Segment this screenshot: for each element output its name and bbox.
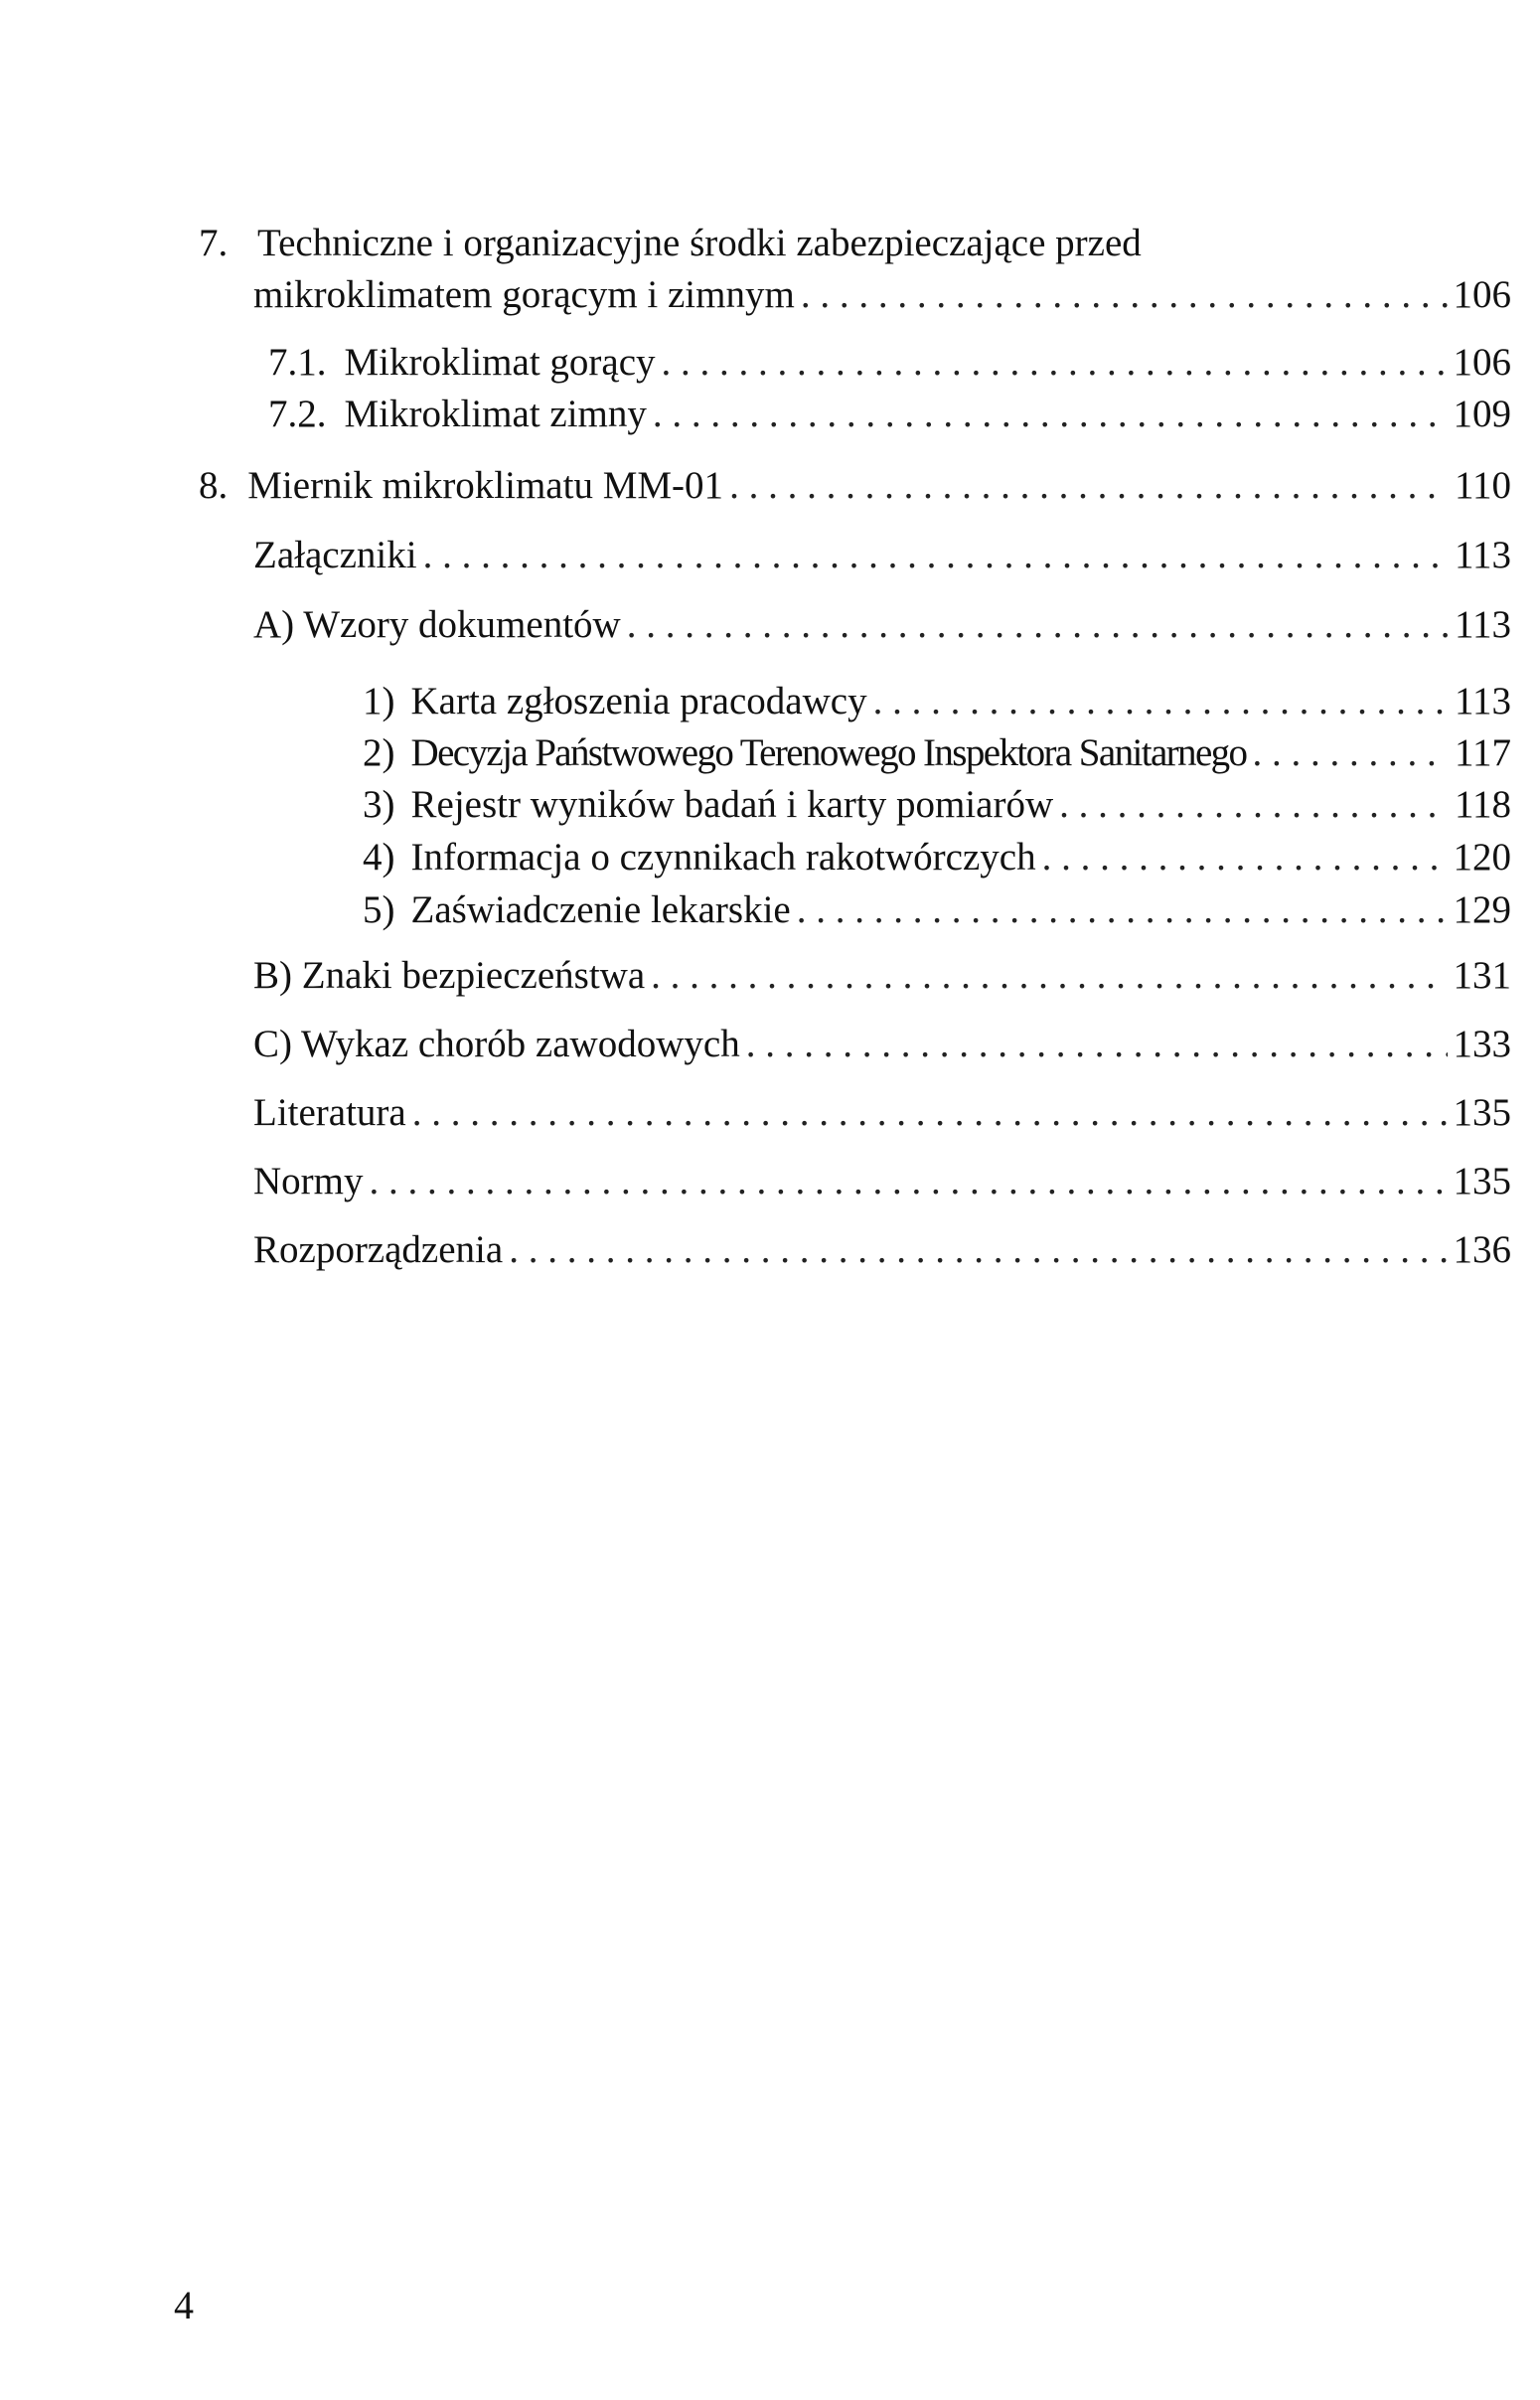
toc-leader-dots <box>653 392 1448 437</box>
toc-entry-page: 120 <box>1453 836 1511 879</box>
toc-entry-title: Zaświadczenie lekarskie <box>410 888 791 931</box>
toc-entry-page: 110 <box>1454 464 1511 507</box>
toc-entry-page: 136 <box>1453 1228 1511 1271</box>
toc-leader-dots <box>651 953 1447 999</box>
toc-entry-literatura <box>253 1090 1511 1136</box>
toc-entry-7-1 <box>268 340 1511 386</box>
toc-leader-dots <box>797 887 1448 933</box>
toc-entry-a5 <box>363 887 1511 933</box>
toc-leader-dots <box>370 1159 1448 1204</box>
toc-entry-number: 7.1. <box>268 341 327 384</box>
toc-leader-dots <box>509 1227 1447 1273</box>
toc-entry-number: 8. <box>199 464 229 507</box>
toc-entry-a4 <box>363 835 1511 880</box>
toc-entry-page: 135 <box>1453 1091 1511 1134</box>
toc-entry-title: mikroklimatem gorącym i zimnym <box>253 273 795 316</box>
toc-entry-title: B) Znaki bezpieczeństwa <box>253 954 646 997</box>
page-number: 4 <box>174 2283 194 2327</box>
toc-entry-page: 129 <box>1453 888 1511 931</box>
toc-leader-dots <box>801 272 1448 318</box>
toc-entry-page: 106 <box>1453 341 1511 384</box>
toc-entry-page: 113 <box>1454 603 1511 646</box>
toc-entry-c <box>253 1022 1511 1067</box>
toc-entry-title: Informacja o czynnikach rakotwórczych <box>410 836 1036 879</box>
toc-entry-number: 7.2. <box>268 393 327 435</box>
toc-entry-a2 <box>363 730 1511 776</box>
toc-entry-page: 118 <box>1454 783 1511 826</box>
toc-entry-7-line1 <box>199 221 1142 266</box>
toc-leader-dots <box>873 679 1449 724</box>
toc-leader-dots <box>412 1090 1448 1136</box>
toc-leader-dots <box>662 340 1448 386</box>
toc-entry-a <box>253 602 1511 648</box>
toc-entry-b <box>253 953 1511 999</box>
toc-leader-dots <box>1252 730 1448 776</box>
toc-entry-title: Załączniki <box>253 534 417 576</box>
toc-entry-title: Mikroklimat zimny <box>344 393 647 435</box>
toc-leader-dots <box>423 533 1449 578</box>
toc-entry-number: 2) <box>363 731 395 774</box>
toc-entry-page: 106 <box>1453 273 1511 316</box>
toc-leader-dots <box>729 463 1449 509</box>
toc-entry-title: Rozporządzenia <box>253 1228 504 1271</box>
toc-entry-page: 109 <box>1453 393 1511 435</box>
toc-entry-7-2 <box>268 392 1511 437</box>
toc-entry-normy <box>253 1159 1511 1204</box>
toc-entry-title: Karta zgłoszenia pracodawcy <box>410 680 867 722</box>
toc-entry-page: 113 <box>1454 680 1511 722</box>
toc-entry-title: Miernik mikroklimatu MM-01 <box>247 464 724 507</box>
toc-leader-dots <box>627 602 1449 648</box>
toc-leader-dots <box>746 1022 1448 1067</box>
toc-entry-page: 131 <box>1453 954 1511 997</box>
toc-entry-zalaczniki <box>253 533 1511 578</box>
toc-entry-number: 4) <box>363 836 395 879</box>
toc-entry-title: Rejestr wyników badań i karty pomiarów <box>410 783 1054 826</box>
toc-entry-rozporzadzenia <box>253 1227 1511 1273</box>
toc-entry-title: A) Wzory dokumentów <box>253 603 621 646</box>
toc-entry-number: 7. <box>199 222 229 264</box>
toc-entry-number: 1) <box>363 680 395 722</box>
toc-entry-title: C) Wykaz chorób zawodowych <box>253 1023 740 1065</box>
toc-entry-number: 3) <box>363 783 395 826</box>
toc-entry-title: Literatura <box>253 1091 406 1134</box>
toc-entry-title: Mikroklimat gorący <box>344 341 656 384</box>
toc-entry-title: Decyzja Państwowego Terenowego Inspektora Sanitarnego <box>410 731 1247 774</box>
toc-entry-title: Techniczne i organizacyjne środki zabezpieczające przed <box>257 222 1142 264</box>
toc-entry-page: 133 <box>1453 1023 1511 1065</box>
toc-entry-8 <box>199 463 1511 509</box>
toc-entry-a1 <box>363 679 1511 724</box>
toc-entry-page: 117 <box>1454 731 1511 774</box>
toc-entry-title: Normy <box>253 1160 364 1202</box>
toc-entry-a3 <box>363 782 1511 828</box>
toc-leader-dots <box>1042 835 1448 880</box>
toc-entry-7 <box>253 272 1511 318</box>
toc-entry-page: 135 <box>1453 1160 1511 1202</box>
toc-entry-page: 113 <box>1454 534 1511 576</box>
toc-entry-number: 5) <box>363 888 395 931</box>
toc-leader-dots <box>1059 782 1449 828</box>
